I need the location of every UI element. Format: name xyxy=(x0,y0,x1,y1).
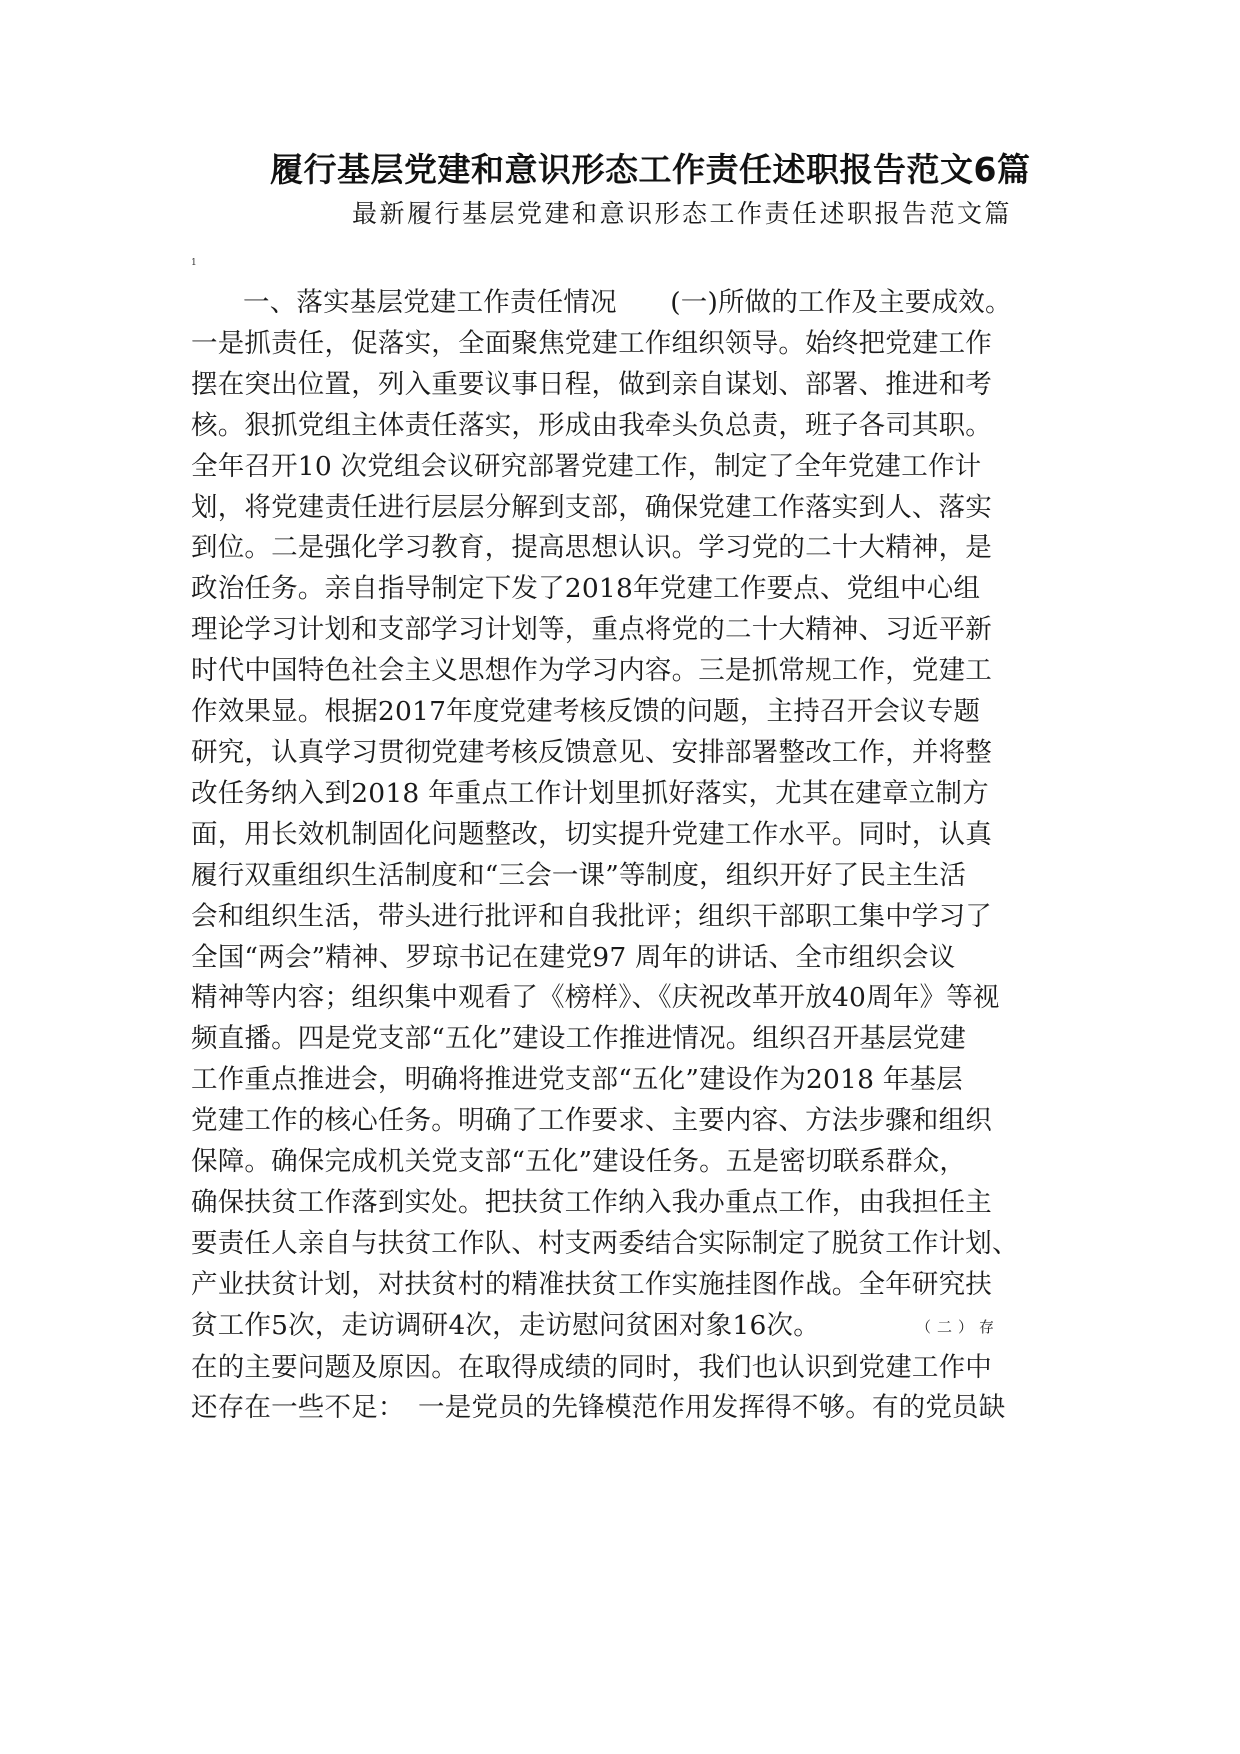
body-line: 党建工作的核心任务。明确了工作要求、主要内容、方法步骤和组织 xyxy=(191,1105,992,1137)
body-line: 产业扶贫计划，对扶贫村的精准扶贫工作实施挂图作战。全年研究扶 xyxy=(191,1268,992,1300)
body-line: 时代中国特色社会主义思想作为学习内容。三是抓常规工作，党建工 xyxy=(191,655,992,687)
section-marker: （二）存 xyxy=(915,1317,1000,1336)
body-line: 还存在一些不足： 一是党员的先锋模范作用发挥得不够。有的党员缺 xyxy=(191,1392,1006,1424)
body-line: 确保扶贫工作落到实处。把扶贫工作纳入我办重点工作，由我担任主 xyxy=(191,1186,992,1218)
body-line: 理论学习计划和支部学习计划等，重点将党的二十大精神、习近平新 xyxy=(191,614,992,646)
body-line-text: 贫工作5次，走访调研4次，走访慰问贫困对象16次。 xyxy=(191,1309,820,1341)
body-line: 频直播。四是党支部“五化”建设工作推进情况。组织召开基层党建 xyxy=(191,1023,967,1055)
body-line-text: 一、落实基层党建工作责任情况 (一)所做的工作及主要成效。 xyxy=(243,287,1012,318)
body-line: 在的主要问题及原因。在取得成绩的同时，我们也认识到党建工作中 xyxy=(191,1351,992,1383)
footnote-mark: 1 xyxy=(191,258,197,268)
body-line: 保障。确保完成机关党支部“五化”建设任务。五是密切联系群众， xyxy=(191,1146,967,1178)
document-title: 履行基层党建和意识形态工作责任述职报告范文6篇 xyxy=(270,150,1031,189)
body-line: 要责任人亲自与扶贫工作队、村支两委结合实际制定了脱贫工作计划、 xyxy=(191,1227,1019,1259)
body-line: 划，将党建责任进行层层分解到支部，确保党建工作落实到人、落实 xyxy=(191,491,992,523)
body-line: 全国“两会”精神、罗琼书记在建党97 周年的讲话、全市组织会议 xyxy=(191,941,956,973)
body-line: 摆在突出位置，列入重要议事日程，做到亲自谋划、部署、推进和考 xyxy=(191,368,992,400)
body-line xyxy=(191,283,1051,324)
body-line: 核。狠抓党组主体责任落实，形成由我牵头负总责，班子各司其职。 xyxy=(191,409,992,441)
body-line: 面，用长效机制固化问题整改，切实提升党建工作水平。同时，认真 xyxy=(191,818,992,850)
body-line: 政治任务。亲自指导制定下发了2018年党建工作要点、党组中心组 xyxy=(191,573,981,605)
body-line: 精神等内容；组织集中观看了《榜样》、《庆祝改革开放40周年》等视 xyxy=(191,982,1000,1014)
body-line: 研究，认真学习贯彻党建考核反馈意见、安排部署整改工作，并将整 xyxy=(191,736,992,768)
body-text xyxy=(191,283,1051,1429)
body-line: 会和组织生活，带头进行批评和自我批评；组织干部职工集中学习了 xyxy=(191,900,992,932)
document-subtitle: 最新履行基层党建和意识形态工作责任述职报告范文篇 xyxy=(352,199,1013,228)
body-line: 改任务纳入到2018 年重点工作计划里抓好落实，尤其在建章立制方 xyxy=(191,777,989,809)
body-line: 作效果显。根据2017年度党建考核反馈的问题，主持召开会议专题 xyxy=(191,696,981,728)
body-line: 到位。二是强化学习教育，提高思想认识。学习党的二十大精神，是 xyxy=(191,532,992,564)
body-line: 工作重点推进会，明确将推进党支部“五化”建设作为2018 年基层 xyxy=(191,1064,963,1096)
body-line: 履行双重组织生活制度和“三会一课”等制度，组织开好了民主生活 xyxy=(191,859,967,891)
body-line xyxy=(191,1306,1051,1348)
body-line: 一是抓责任，促落实，全面聚焦党建工作组织领导。始终把党建工作 xyxy=(191,327,992,359)
body-line: 全年召开10 次党组会议研究部署党建工作，制定了全年党建工作计 xyxy=(191,450,982,482)
